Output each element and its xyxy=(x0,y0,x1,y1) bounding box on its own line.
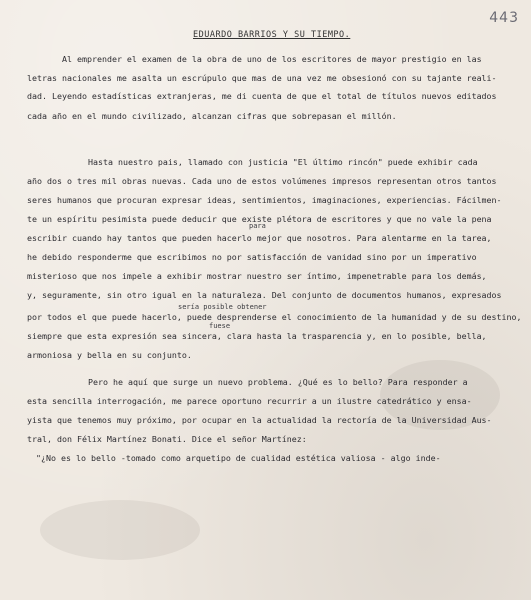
paper-stain xyxy=(40,500,200,560)
text-line: he debido responderme que escribimos no por satisfacción de vanidad sino por un imperativo xyxy=(27,252,477,262)
text-line: Hasta nuestro pais, llamado con justicia "El último rincón" puede exhibir cada xyxy=(88,157,478,167)
text-line: letras nacionales me asalta un escrúpulo que mas de una vez me obsesionó con su tajante reali- xyxy=(27,73,497,83)
text-line: Al emprender el examen de la obra de uno de los escritores de mayor prestigio en las xyxy=(62,54,482,64)
text-line: año dos o tres mil obras nuevas. Cada uno de estos volúmenes impresos representan otros tantos xyxy=(27,176,497,186)
text-line: te un espíritu pesimista puede deducir que existe plétora de escritores y que no vale la pena xyxy=(27,214,492,224)
text-line: cada año en el mundo civilizado, alcanzan cifras que sobrepasan el millón. xyxy=(27,111,397,121)
page-number: 443 xyxy=(489,10,519,26)
text-line: tral, don Félix Martínez Bonati. Dice el señor Martínez: xyxy=(27,434,307,444)
text-line: misterioso que nos impele a exhibir mostrar nuestro ser íntimo, impenetrable para los demás, xyxy=(27,271,487,281)
text-line: Pero he aquí que surge un nuevo problema. ¿Qué es lo bello? Para responder a xyxy=(88,377,468,387)
text-line: dad. Leyendo estadísticas extranjeras, me di cuenta de que el total de títulos nuevos editados xyxy=(27,91,497,101)
handwritten-insertion: sería posible obtener xyxy=(178,303,267,311)
text-line: "¿No es lo bello -tomado como arquetipo de cualidad estética valiosa - algo inde- xyxy=(36,453,441,463)
text-line: armoniosa y bella en su conjunto. xyxy=(27,350,192,360)
text-line: por todos el que puede hacerlo, puede desprenderse el conocimiento de la humanidad y de su destino, xyxy=(27,312,522,322)
handwritten-insertion: fuese xyxy=(209,322,231,330)
text-line: escribir cuando hay tantos que pueden hacerlo mejor que nosotros. Para alentarme en la tarea, xyxy=(27,233,492,243)
document-title: EDUARDO BARRIOS Y SU TIEMPO. xyxy=(193,30,351,40)
handwritten-insertion: para xyxy=(249,222,266,230)
text-line: y, seguramente, sin otro igual en la naturaleza. Del conjunto de documentos humanos, expresados xyxy=(27,290,502,300)
text-line: seres humanos que procuran expresar ideas, sentimientos, imaginaciones, experiencias. Fácilmen- xyxy=(27,195,502,205)
text-line: esta sencilla interrogación, me parece oportuno recurrir a un ilustre catedrático y ensa- xyxy=(27,396,472,406)
text-line: siempre que esta expresión sea sincera, clara hasta la trasparencia y, en lo posible, bella, xyxy=(27,331,487,341)
text-line: yista que tenemos muy próximo, por ocupar en la actualidad la rectoría de la Universidad Aus- xyxy=(27,415,492,425)
